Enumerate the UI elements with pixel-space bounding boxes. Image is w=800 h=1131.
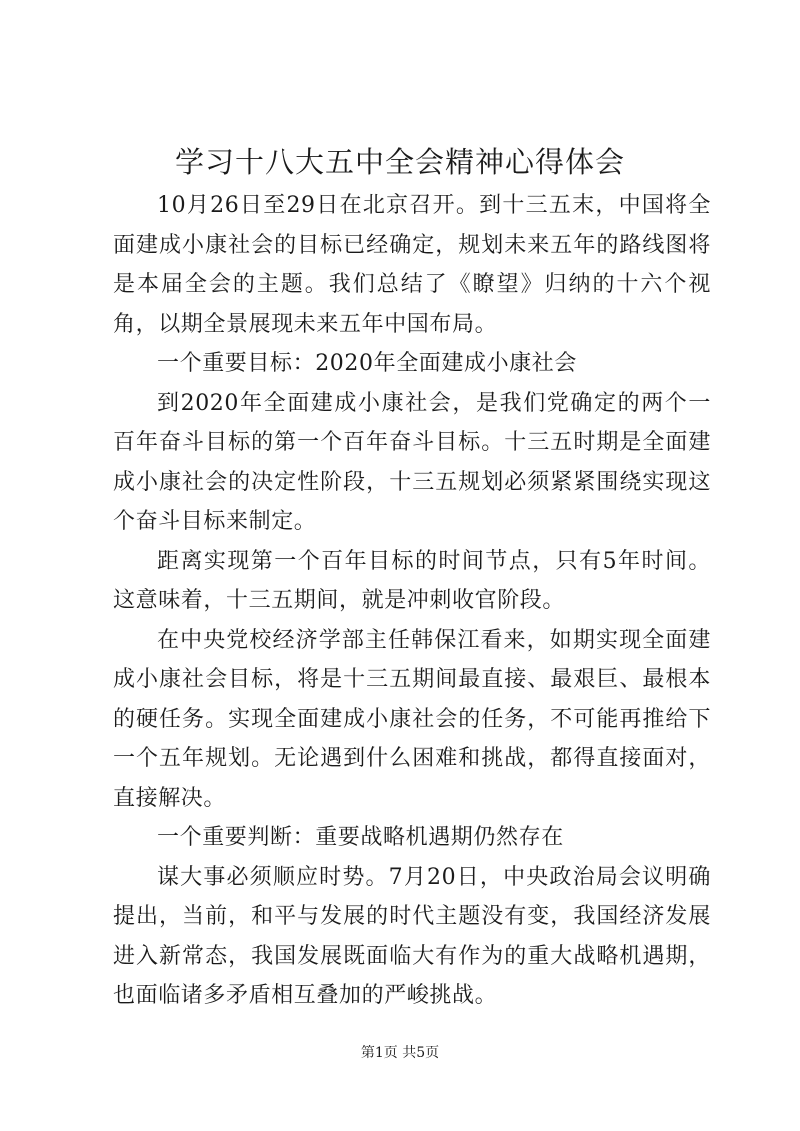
paragraph-goal: 到2020年全面建成小康社会，是我们党确定的两个一百年奋斗目标的第一个百年奋斗目标。十三五时期是全面建成小康社会的决定性阶段，十三五规划必须紧紧围绕实现这个奋斗目标来制定。 <box>113 390 711 534</box>
paragraph-timeline: 距离实现第一个百年目标的时间节点，只有5年时间。这意味着，十三五期间，就是冲刺收官阶段。 <box>113 548 711 613</box>
section-heading-judgment: 一个重要判断：重要战略机遇期仍然存在 <box>157 825 564 850</box>
paragraph-judgment: 谋大事必须顺应时势。7月20日，中央政治局会议明确提出，当前，和平与发展的时代主题没有变，我国经济发展进入新常态，我国发展既面临大有作为的重大战略机遇期，也面临诸多矛盾相互叠加的严峻挑战。 <box>113 864 711 1008</box>
document-body <box>113 186 711 1016</box>
document-title: 学习十八大五中全会精神心得体会 <box>174 145 625 179</box>
section-heading-goal: 一个重要目标：2020年全面建成小康社会 <box>157 351 577 376</box>
paragraph-expert-view: 在中央党校经济学部主任韩保江看来，如期实现全面建成小康社会目标，将是十三五期间最直接、最艰巨、最根本的硬任务。实现全面建成小康社会的任务，不可能再推给下一个五年规划。无论遇到什么困难和挑战，都得直接面对，直接解决。 <box>113 627 711 811</box>
page-footer: 第1页 共5页 <box>360 1045 440 1061</box>
paragraph-intro: 10月26日至29日在北京召开。到十三五末，中国将全面建成小康社会的目标已经确定，规划未来五年的路线图将是本届全会的主题。我们总结了《瞭望》归纳的十六个视角，以期全景展现未来五年中国布局。 <box>113 193 711 337</box>
